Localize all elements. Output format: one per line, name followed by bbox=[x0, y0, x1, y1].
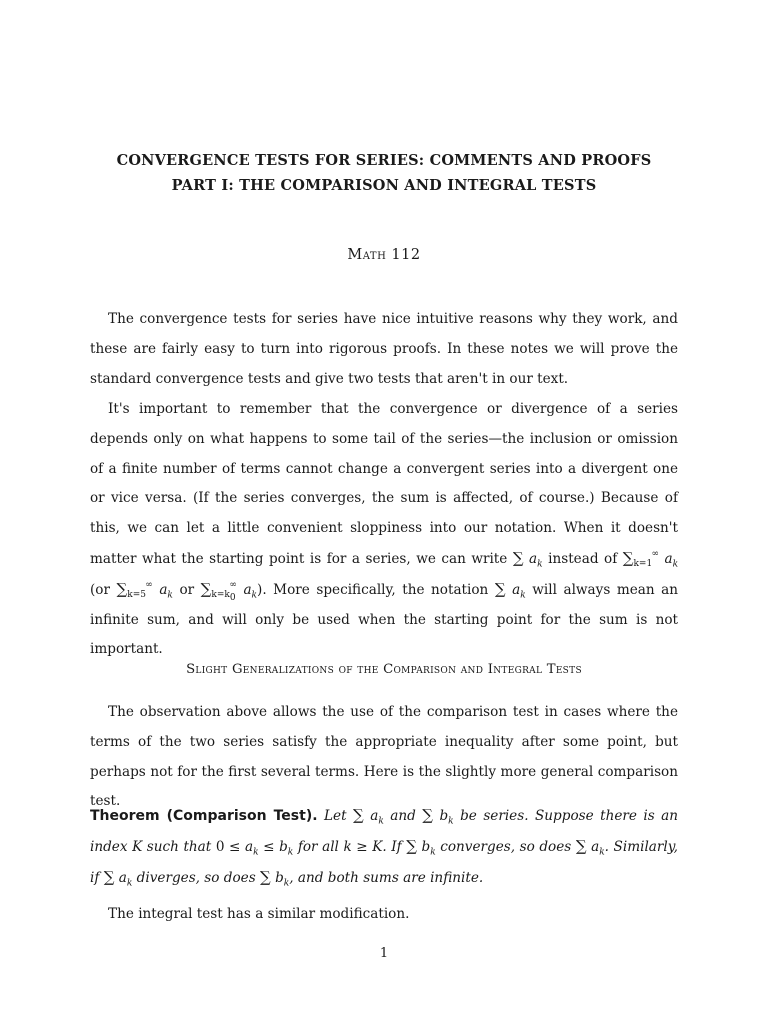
theorem-text-h: . Similarly, if bbox=[90, 838, 678, 886]
title-line-2: PART I: THE COMPARISON AND INTEGRAL TESTS bbox=[171, 177, 597, 194]
theorem-text-f: . If bbox=[382, 838, 402, 855]
closing-paragraph: The integral test has a similar modification. bbox=[108, 906, 410, 922]
intro-p2-text-b: instead of bbox=[548, 550, 618, 567]
theorem-text-a: Let bbox=[324, 808, 347, 824]
intro-p2-text-c: (or bbox=[90, 581, 110, 598]
page-number: 1 bbox=[379, 946, 389, 961]
intro-p2-text-e: ). More specifically, the notation bbox=[257, 581, 489, 598]
theorem-text-g: converges, so does bbox=[440, 838, 572, 855]
intro-paragraph-2: It's important to remember that the convergence or divergence of a series depends only on what happens to some tail of the series—the inclusion or omission of a finite number of terms cannot change a convergent series into a divergent one or vice versa. (If the series converges, the sum is affected, of course.) Because of this, we can let a little convenient sloppiness into our notation. When it doesn't matter what the starting point is for a series, we can write ∑ $a_k$ instead of ∑ ∞ k=1 $a_k$ (or ∑ ∞ k=5 $a_k$ or ∑ ∞ $k=k_0$ $a_k$). More specifically, the notation ∑ $a_k$ will always mean an infinite sum, and will only be used when the starting point for the sum is not important. bbox=[90, 401, 679, 658]
theorem-comparison-test: Theorem (Comparison Test). Let ∑ $a_k$ and ∑ $b_k$ be series. Suppose there is an index K such that $0 \le a_k \le b_k$ for all k ≥ K. If ∑ $b_k$ converges, so does ∑ $a_k$. Similarly, if ∑ $a_k$ diverges, so does ∑ $b_k$, and both sums are infinite. bbox=[90, 806, 679, 889]
intro-paragraph-1: The convergence tests for series have nice intuitive reasons why they work, and these are fairly easy to turn into rigorous proofs. In these notes we will prove the standard convergence tests and give two tests that aren't in our text. bbox=[90, 311, 678, 387]
section-heading: Slight Generalizations of the Comparison and Integral Tests bbox=[186, 662, 582, 677]
theorem-text-b: and bbox=[390, 808, 416, 824]
theorem-text-j: , and both sums are infinite. bbox=[289, 869, 484, 886]
intro-p2-text-a: It's important to remember that the convergence or divergence of a series depends only on what happens to some tail of the series—the inclusion or omission of a finite number of terms cannot change a convergent series into a divergent one or vice versa. (If the series converges, the sum is affected, of course.) Because of this, we can let a little convenient sloppiness into our notation. When it doesn't matter what the starting point is for a series, we can write bbox=[90, 401, 678, 567]
theorem-text-e: for all bbox=[297, 838, 339, 855]
theorem-text-d: such that bbox=[146, 838, 212, 855]
section-paragraph: The observation above allows the use of the comparison test in cases where the terms of the two series satisfy the appropriate inequality after some point, but perhaps not for the first several terms. Here is the slightly more general comparison test. bbox=[90, 704, 678, 810]
intro-p2-text-d: or bbox=[179, 581, 195, 598]
theorem-heading: Theorem (Comparison Test). bbox=[90, 808, 318, 824]
theorem-text-c: be series. Suppose there is an index bbox=[90, 808, 679, 855]
intro-p2-text-f: will always mean an infinite sum, and will only be used when the starting point for the sum is not important. bbox=[90, 581, 679, 658]
course-label: Math 112 bbox=[347, 247, 421, 263]
theorem-text-i: diverges, so does bbox=[136, 869, 256, 886]
title-line-1: CONVERGENCE TESTS FOR SERIES: COMMENTS AND PROOFS bbox=[116, 152, 652, 169]
